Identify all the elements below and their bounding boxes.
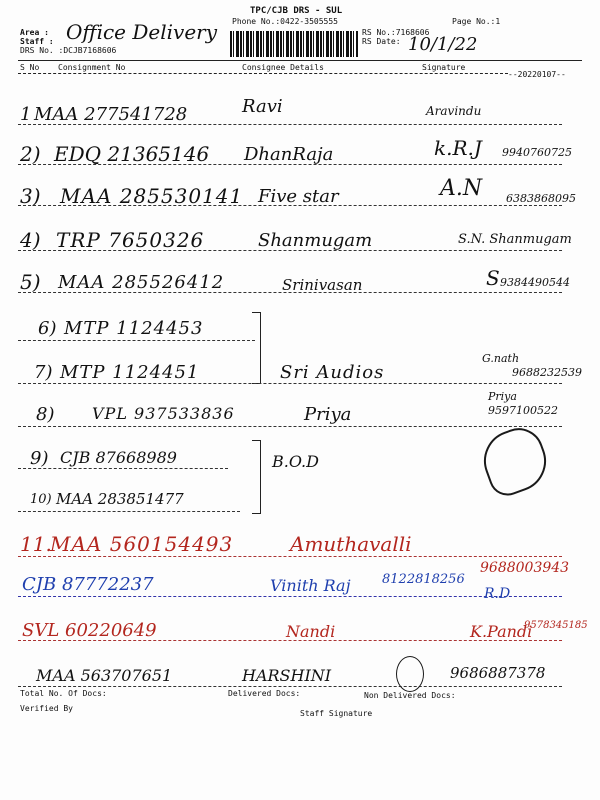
row-phone: 9578345185 [524,620,588,631]
document-title: TPC/CJB DRS - SUL [250,6,343,16]
row-consignee: Shanmugam [258,230,373,251]
row-consignee: Amuthavalli [290,532,412,556]
row-sno: 9) [30,448,49,469]
row-consignee: Nandi [286,622,336,641]
row-consignment: MAA 277541728 [34,104,188,125]
row-consignee: Srinivasan [282,276,363,294]
row-consignment: MAA 285526412 [58,272,225,293]
row-sno: 2) [20,142,41,166]
column-consignee: Consignee Details [242,63,324,72]
row-rule [18,383,562,384]
row-rule [18,556,562,557]
area-label: Area : [20,28,49,37]
row-signature: R.D [484,586,511,602]
row-signature: S [486,266,500,290]
signature-mark [396,656,424,692]
row-consignee: DhanRaja [244,144,334,165]
row-signature: G.nath [482,352,520,365]
row-sno: 5) [20,270,41,294]
signature-mark [475,421,554,500]
row-consignee: Priya [304,404,352,425]
row-phone: 9688003943 [480,560,570,576]
row-rule [18,511,240,512]
row-consignment: MAA 563707651 [36,666,173,685]
row-consignment: SVL 60220649 [22,620,157,641]
row-phone: 9688232539 [512,366,582,379]
row-sno: 8) [36,404,55,425]
staff-label: Staff : [20,37,54,46]
row-phone: 6383868095 [506,192,576,205]
rs-date-value: 10/1/22 [408,34,478,55]
row-consignee: Sri Audios [280,362,385,383]
row-consignment: VPL 937533836 [92,404,235,423]
delivered-docs-label: Delivered Docs: [228,689,301,698]
column-signature: Signature [422,63,466,72]
row-sno: 10) [30,492,52,507]
row-consignment: MAA 285530141 [60,184,244,208]
row-signature: A.N [440,176,483,201]
row-sno: 6) [38,318,57,339]
area-value: Office Delivery [66,20,218,44]
row-sno: 7) [34,362,53,383]
row-phone: 9940760725 [502,146,572,159]
row-signature: K.Pandi [470,622,533,641]
drs-number: DRS No. :DCJB7168606 [20,46,117,55]
row-consignee: Ravi [242,96,283,117]
non-delivered-docs-label: Non Delivered Docs: [364,691,456,700]
bracket-mark [252,312,261,384]
row-signature: Aravindu [426,104,482,118]
rs-date-label: RS Date: [362,37,401,46]
column-rule [18,73,508,74]
row-rule [18,426,562,427]
column-sno: S No [20,63,40,72]
row-consignment: EDQ 21365146 [54,142,210,166]
bracket-mark [252,440,261,514]
row-consignment: CJB 87772237 [22,574,154,595]
row-consignment: MAA 283851477 [56,490,184,508]
row-consignment: MTP 1124451 [60,362,200,383]
row-consignee: HARSHINI [242,666,332,685]
row-consignment: CJB 87668989 [60,448,177,467]
row-consignee: Five star [258,186,339,207]
phone-number: Phone No.:0422-3505555 [232,17,338,26]
row-consignment: TRP 7650326 [56,228,205,252]
row-sno: 4) [20,228,41,252]
header-rule [18,60,582,61]
row-rule [18,340,255,341]
row-signature: S.N. Shanmugam [458,232,572,247]
row-sno: 11. [20,532,52,556]
rs-number: RS No.:7168606 [362,28,430,37]
row-consignment: MTP 1124453 [64,318,204,339]
row-sno: 3) [20,184,41,208]
column-consignment: Consignment No [58,63,126,72]
row-sno: 1 [20,104,32,125]
date-code: --20220107-- [508,70,566,79]
row-phone: 8122818256 [382,572,465,587]
page-number: Page No.:1 [452,17,501,26]
row-consignment: MAA 560154493 [50,532,234,556]
row-signature: Priya [488,390,517,403]
barcode [230,31,358,57]
row-signature: k.R.J [434,136,482,160]
row-rule [18,686,562,687]
row-rule [18,596,562,597]
verified-by-label: Verified By [20,704,73,713]
row-phone: 9597100522 [488,404,558,417]
staff-signature-label: Staff Signature [300,709,373,718]
total-docs-label: Total No. Of Docs: [20,689,107,698]
row-consignee: Vinith Raj [270,576,351,595]
row-phone: 9384490544 [500,276,570,289]
row-consignee: B.O.D [272,452,319,471]
row-phone: 9686887378 [450,664,546,682]
row-rule [18,468,228,469]
